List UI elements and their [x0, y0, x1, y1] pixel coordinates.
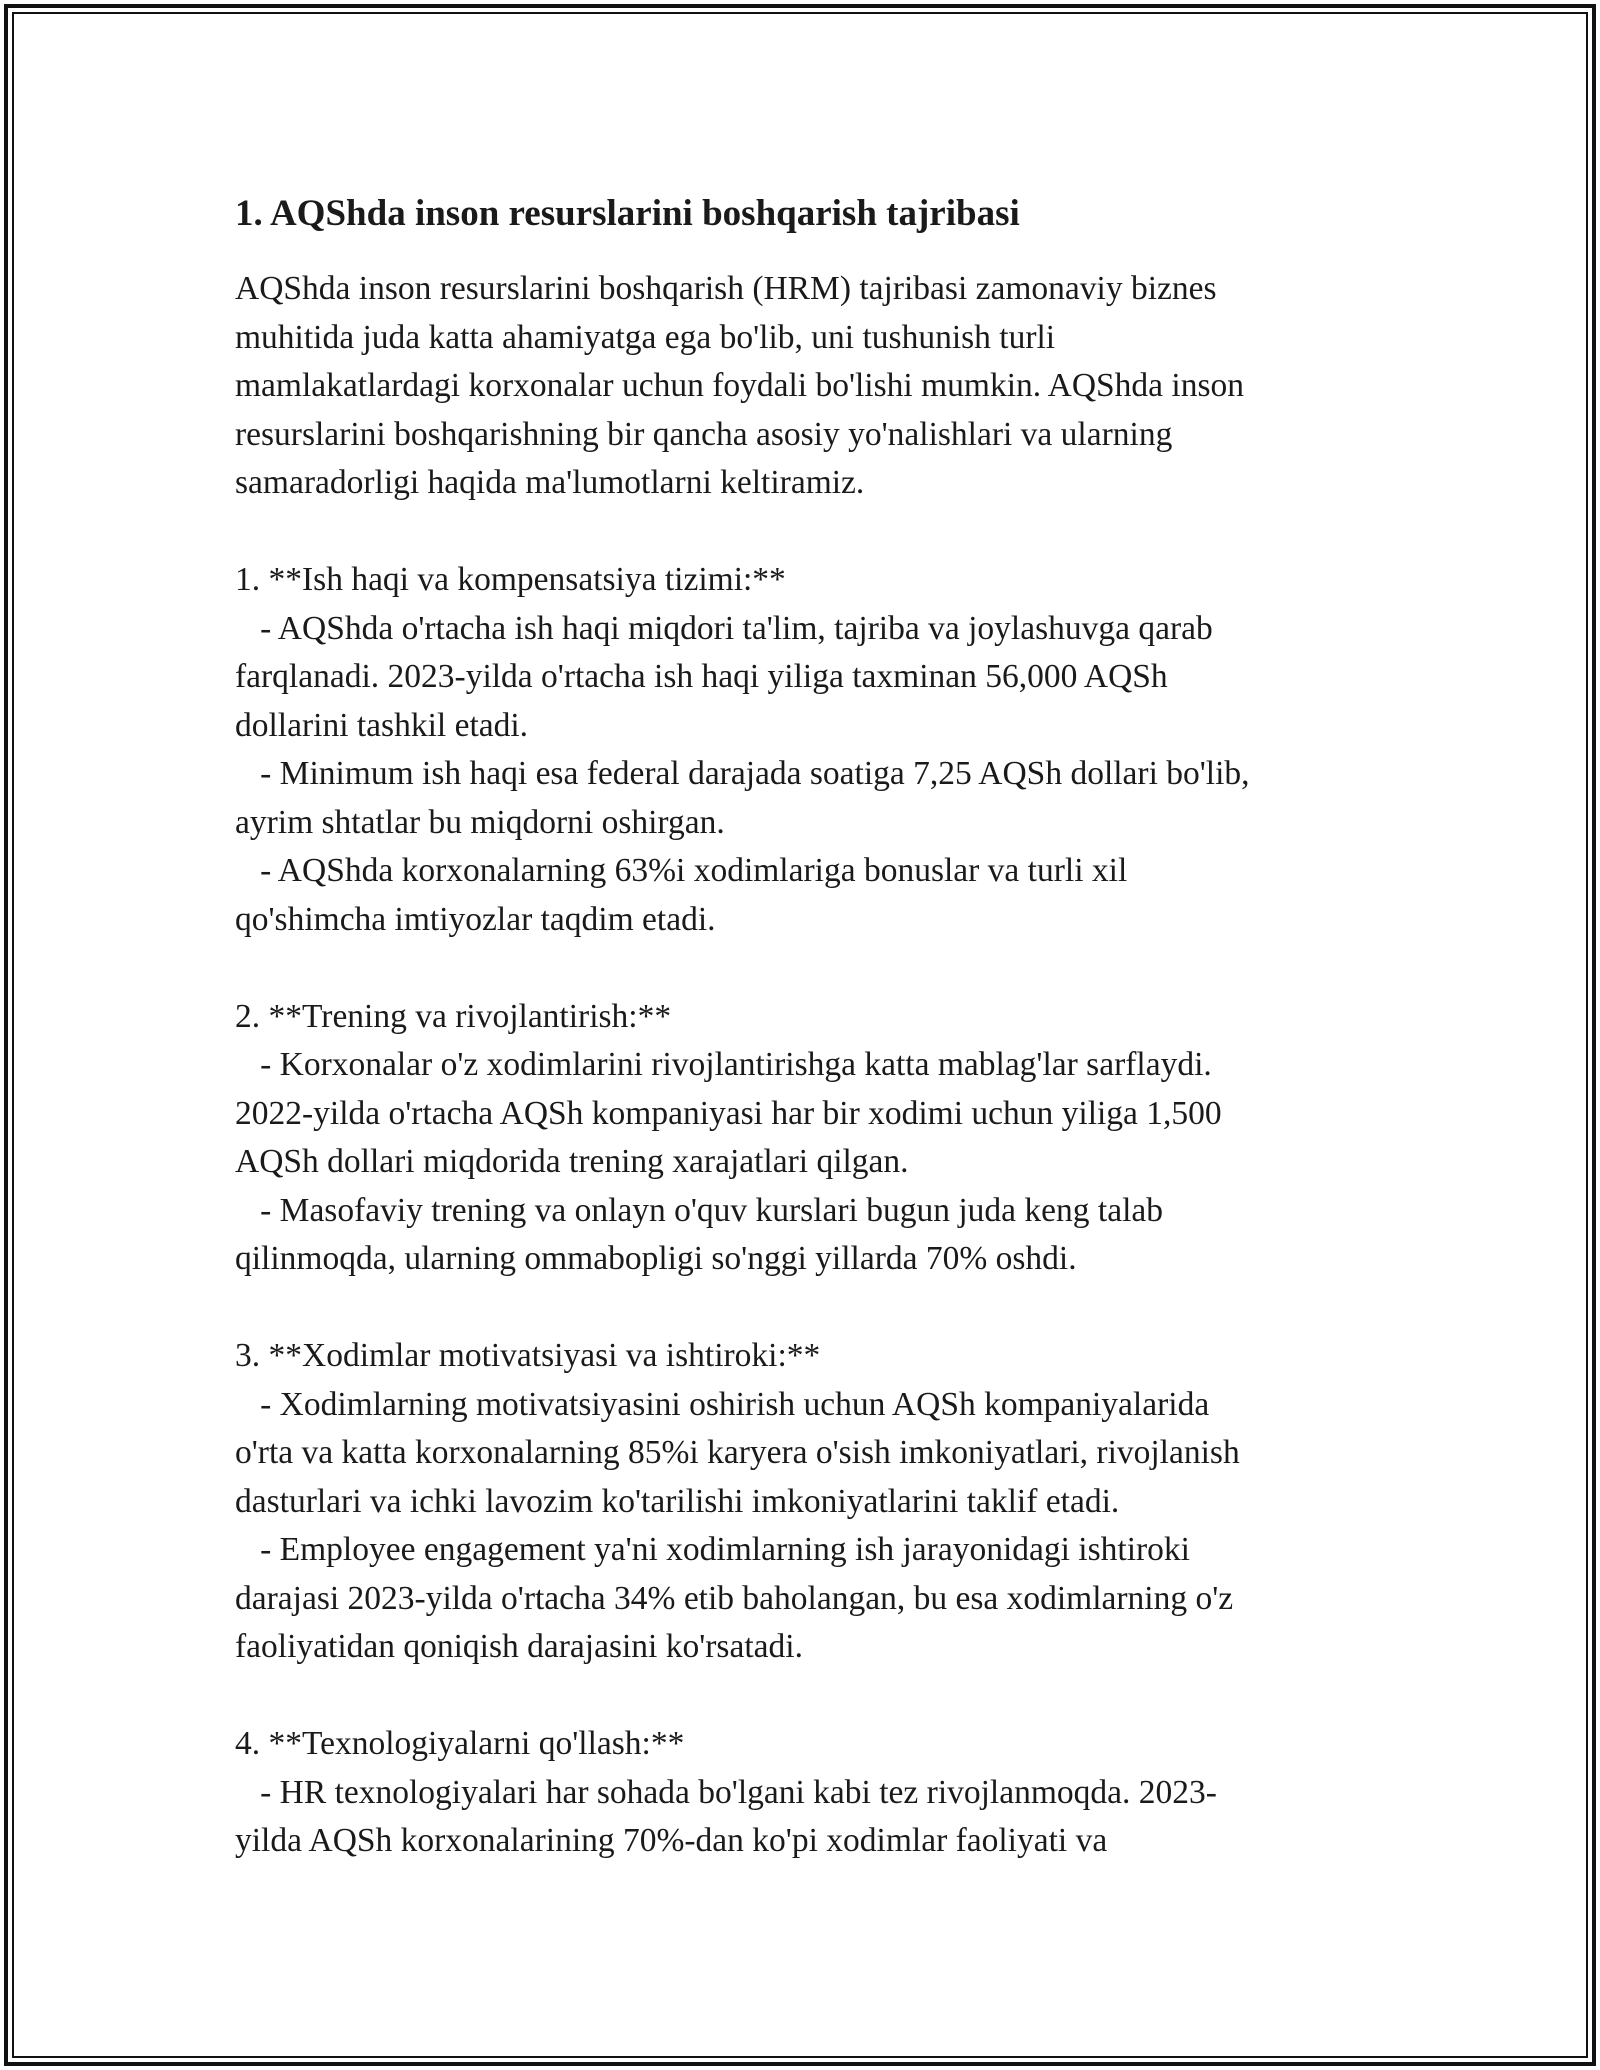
section-salary — [235, 556, 1375, 944]
section-motivation — [235, 1332, 1375, 1672]
text-line: samaradorligi haqida ma'lumotlarni keltiramiz. — [235, 464, 865, 501]
text-line: mamlakatlardagi korxonalar uchun foydali bo'lishi mumkin. AQShda inson — [235, 367, 1245, 404]
document-title: 1. AQShda inson resurslarini boshqarish tajribasi — [235, 193, 1020, 234]
section-technology — [235, 1720, 1375, 1866]
intro-paragraph — [235, 265, 1375, 508]
paragraph-gap — [235, 1672, 1375, 1721]
text-line: ayrim shtatlar bu miqdorni oshirgan. — [235, 803, 725, 841]
text-line: - HR texnologiyalari har sohada bo'lgani kabi tez rivojlanmoqda. 2023- — [235, 1773, 1217, 1811]
text-line: farqlanadi. 2023-yilda o'rtacha ish haqi yiliga taxminan 56,000 AQSh — [235, 658, 1168, 695]
text-line: yilda AQSh korxonalarining 70%-dan ko'pi xodimlar faoliyati va — [235, 1822, 1108, 1859]
text-line: - Masofaviy trening va onlayn o'quv kurslari bugun juda keng talab — [235, 1191, 1164, 1229]
text-line: 2022-yilda o'rtacha AQSh kompaniyasi har bir xodimi uchun yiliga 1,500 — [235, 1094, 1222, 1132]
text-line: - AQShda o'rtacha ish haqi miqdori ta'lim, tajriba va joylashuvga qarab — [235, 609, 1213, 647]
section-heading: 3. **Xodimlar motivatsiyasi va ishtiroki:** — [235, 1337, 821, 1374]
text-line: AQShda inson resurslarini boshqarish (HRM) tajribasi zamonaviy biznes — [235, 270, 1217, 307]
text-line: qilinmoqda, ularning ommabopligi so'nggi yillarda 70% oshdi. — [235, 1240, 1077, 1277]
text-line: qo'shimcha imtiyozlar taqdim etadi. — [235, 900, 716, 938]
text-line: - Xodimlarning motivatsiyasini oshirish uchun AQSh kompaniyalarida — [235, 1385, 1210, 1423]
paragraph-gap — [235, 944, 1375, 993]
text-line: - Korxonalar o'z xodimlarini rivojlantirishga katta mablag'lar sarflaydi. — [235, 1046, 1212, 1083]
text-line: AQSh dollari miqdorida trening xarajatlari qilgan. — [235, 1143, 909, 1180]
paragraph-gap — [235, 508, 1375, 557]
section-training — [235, 993, 1375, 1284]
section-heading: 1. **Ish haqi va kompensatsiya tizimi:** — [235, 561, 786, 598]
text-line: faoliyatidan qoniqish darajasini ko'rsatadi. — [235, 1628, 803, 1665]
text-line: dollarini tashkil etadi. — [235, 706, 529, 744]
text-line: - AQShda korxonalarning 63%i xodimlariga bonuslar va turli xil — [235, 852, 1128, 889]
text-line: resurslarini boshqarishning bir qancha asosiy yo'nalishlari va ularning — [235, 415, 1173, 453]
paragraph-gap — [235, 1284, 1375, 1333]
text-line: o'rta va katta korxonalarning 85%i karyera o'sish imkoniyatlari, rivojlanish — [235, 1434, 1240, 1471]
text-line: - Employee engagement ya'ni xodimlarning ish jarayonidagi ishtiroki — [235, 1531, 1190, 1568]
text-line: muhitida juda katta ahamiyatga ega bo'lib, uni tushunish turli — [235, 318, 1056, 356]
text-line: - Minimum ish haqi esa federal darajada soatiga 7,25 AQSh dollari bo'lib, — [235, 755, 1250, 792]
text-line: darajasi 2023-yilda o'rtacha 34% etib baholangan, bu esa xodimlarning o'z — [235, 1579, 1234, 1617]
document-body — [235, 185, 1375, 1866]
section-heading: 2. **Trening va rivojlantirish:** — [235, 997, 672, 1035]
text-line: dasturlari va ichki lavozim ko'tarilishi imkoniyatlarini taklif etadi. — [235, 1482, 1120, 1520]
section-heading: 4. **Texnologiyalarni qo'llash:** — [235, 1725, 685, 1762]
